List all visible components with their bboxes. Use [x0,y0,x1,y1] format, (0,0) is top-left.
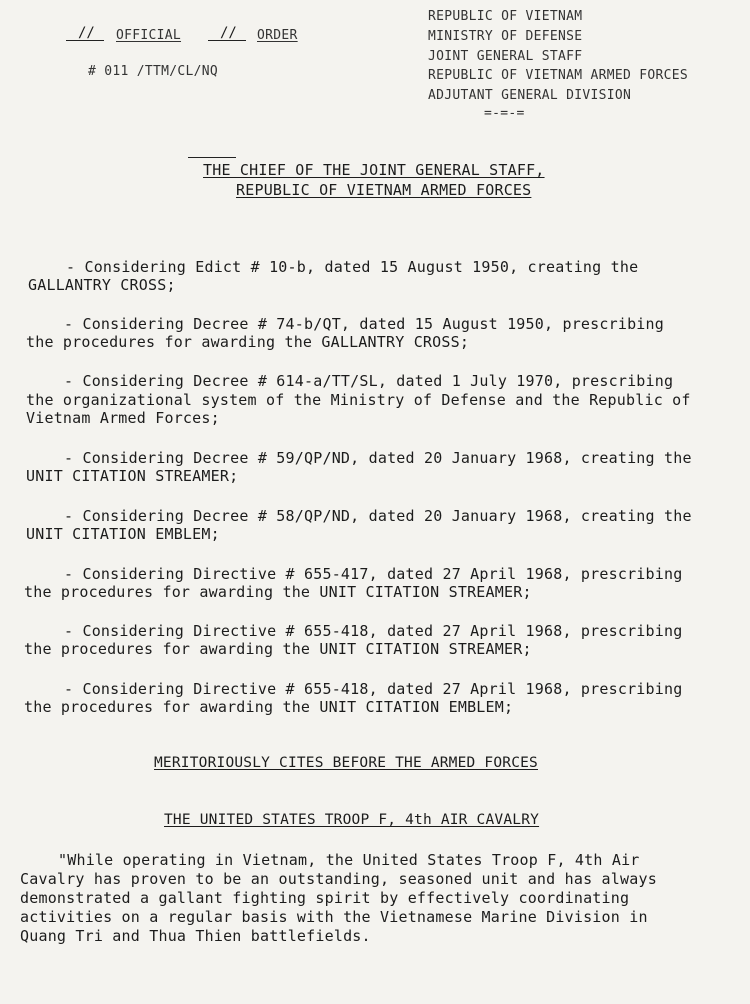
consideration-line: - Considering Decree # 74-b/QT, dated 15 August 1950, prescribing [64,315,664,333]
title-rule [188,157,236,158]
consideration-line: - Considering Decree # 59/QP/ND, dated 20 January 1968, creating the [64,449,692,467]
consideration-line: the procedures for awarding the UNIT CITATION EMBLEM; [24,698,514,716]
consideration-line: - Considering Decree # 614-a/TT/SL, dated 1 July 1970, prescribing [64,372,674,390]
unit-heading: THE UNITED STATES TROOP F, 4th AIR CAVALRY [164,812,540,828]
cites-heading: MERITORIOUSLY CITES BEFORE THE ARMED FORCES [154,755,538,771]
official-label: OFFICIAL [116,28,182,43]
consideration-line: - Considering Edict # 10-b, dated 15 August 1950, creating the [66,258,639,276]
consideration-line: the procedures for awarding the UNIT CITATION STREAMER; [24,640,532,658]
consideration-line: the procedures for awarding the UNIT CITATION STREAMER; [24,583,532,601]
consideration-line: UNIT CITATION EMBLEM; [26,525,220,543]
consideration-line: the procedures for awarding the GALLANTRY CROSS; [26,333,470,351]
consideration-line: the organizational system of the Ministry of Defense and the Republic of [26,391,691,409]
header-divider: =-=-= [484,106,525,121]
title-line-1: THE CHIEF OF THE JOINT GENERAL STAFF, [203,161,545,179]
citation-line: Cavalry has proven to be an outstanding, seasoned unit and has always [20,870,657,888]
order-check-mark: // [220,25,237,41]
consideration-line: - Considering Directive # 655-418, dated 27 April 1968, prescribing [64,680,683,698]
header-line: ADJUTANT GENERAL DIVISION [428,88,632,103]
title-line-2: REPUBLIC OF VIETNAM ARMED FORCES [236,181,532,199]
consideration-line: - Considering Directive # 655-418, dated 27 April 1968, prescribing [64,622,683,640]
consideration-line: Vietnam Armed Forces; [26,409,220,427]
header-line: REPUBLIC OF VIETNAM [428,9,583,24]
consideration-line: GALLANTRY CROSS; [28,276,176,294]
citation-line: "While operating in Vietnam, the United States Troop F, 4th Air [58,851,640,869]
header-line: MINISTRY OF DEFENSE [428,29,583,44]
citation-line: demonstrated a gallant fighting spirit by effectively coordinating [20,889,630,907]
consideration-line: - Considering Decree # 58/QP/ND, dated 20 January 1968, creating the [64,507,692,525]
official-check-mark: // [78,25,95,41]
order-label: ORDER [257,28,298,43]
consideration-line: - Considering Directive # 655-417, dated 27 April 1968, prescribing [64,565,683,583]
reference-number: # 011 /TTM/CL/NQ [88,64,219,79]
citation-line: activities on a regular basis with the Vietnamese Marine Division in [20,908,648,926]
header-line: REPUBLIC OF VIETNAM ARMED FORCES [428,68,689,83]
header-line: JOINT GENERAL STAFF [428,49,583,64]
citation-line: Quang Tri and Thua Thien battlefields. [20,927,371,945]
consideration-line: UNIT CITATION STREAMER; [26,467,239,485]
